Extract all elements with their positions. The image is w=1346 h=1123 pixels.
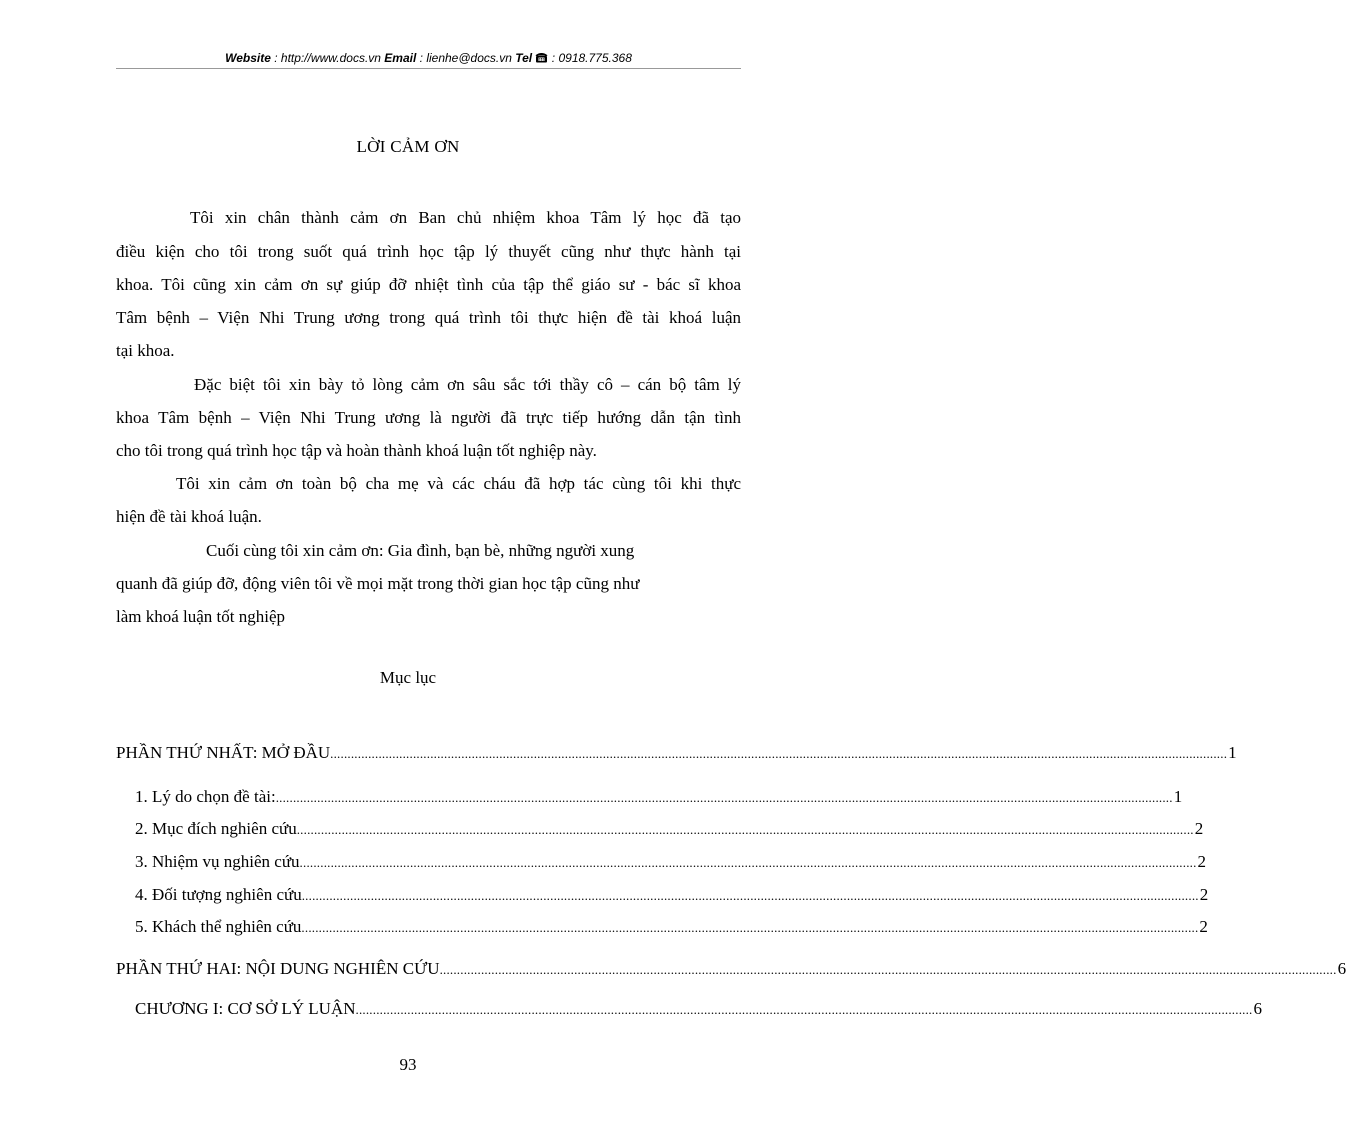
toc-entry-page: 1: [1228, 743, 1237, 762]
toc-entry-label: 4. Đối tượng nghiên cứu: [135, 885, 302, 904]
toc-leader-dots: ....................................................................................................................................................................................................................................................................: [355, 1002, 1253, 1017]
toc-leader-dots: ....................................................................................................................................................................................................................................................................: [330, 746, 1228, 761]
website-label: Website: [225, 51, 271, 65]
toc-entry[interactable]: [135, 883, 1209, 908]
ack-p3-line-2: hiện đề tài khoá luận.: [116, 507, 262, 526]
toc-leader-dots: ....................................................................................................................................................................................................................................................................: [301, 920, 1199, 935]
toc-leader-dots: ....................................................................................................................................................................................................................................................................: [296, 822, 1194, 837]
toc-entry[interactable]: [135, 850, 1207, 875]
toc-entry-label: 3. Nhiệm vụ nghiên cứu: [135, 852, 300, 871]
toc-entry[interactable]: [135, 915, 1208, 940]
header-divider: [116, 68, 741, 69]
tel-label: Tel: [515, 51, 533, 65]
email-label: Email: [384, 51, 417, 65]
toc-entry-page: 6: [1337, 959, 1346, 978]
toc-entry[interactable]: [116, 741, 1237, 766]
toc-entry-page: 2: [1199, 885, 1209, 904]
website-value: : http://www.docs.vn: [270, 51, 385, 65]
toc-leader-dots: ....................................................................................................................................................................................................................................................................: [275, 790, 1173, 805]
toc-entry-page: 2: [1197, 852, 1207, 871]
toc-leader-dots: ....................................................................................................................................................................................................................................................................: [439, 962, 1337, 977]
toc-leader-dots: ....................................................................................................................................................................................................................................................................: [299, 855, 1197, 870]
ack-p1-line-4: Tâm bệnh – Viện Nhi Trung ương trong quá trình tôi thực hiện đề tài khoá luận: [116, 308, 741, 327]
toc-entry-page: 2: [1194, 819, 1204, 838]
acknowledgement-title: LỜI CẢM ƠN: [356, 137, 460, 156]
toc-entry[interactable]: [135, 997, 1262, 1022]
phone-icon: [535, 49, 548, 69]
ack-p2-line-2: khoa Tâm bệnh – Viện Nhi Trung ương là người đã trực tiếp hướng dẫn tận tình: [116, 408, 741, 427]
ack-p2-line-3: cho tôi trong quá trình học tập và hoàn thành khoá luận tốt nghiệp này.: [116, 441, 597, 460]
ack-p4-line-3: làm khoá luận tốt nghiệp: [116, 607, 286, 626]
toc-entry-label: PHẦN THỨ NHẤT: MỞ ĐẦU: [116, 743, 331, 762]
toc-entry-label: 2. Mục đích nghiên cứu: [135, 819, 297, 838]
ack-p1-line-2: điều kiện cho tôi trong suốt quá trình học tập lý thuyết cũng như thực hành tại: [116, 242, 741, 261]
phone-icon-svg: [535, 52, 548, 63]
toc-entry-label: PHẦN THỨ HAI: NỘI DUNG NGHIÊN CỨU: [116, 959, 440, 978]
toc-entry-page: 2: [1199, 917, 1208, 936]
toc-entry-label: 1. Lý do chọn đề tài:: [135, 787, 276, 806]
toc-entry[interactable]: [135, 785, 1183, 810]
ack-p4-line-1: Cuối cùng tôi xin cảm ơn: Gia đình, bạn bè, những người xung: [206, 541, 635, 560]
toc-entry-page: 1: [1173, 787, 1183, 806]
toc-leader-dots: ....................................................................................................................................................................................................................................................................: [301, 888, 1199, 903]
toc-entry-label: 5. Khách thể nghiên cứu: [135, 917, 302, 936]
toc-entry[interactable]: [135, 817, 1204, 842]
ack-p2-line-1: Đặc biệt tôi xin bày tỏ lòng cảm ơn sâu sắc tới thầy cô – cán bộ tâm lý: [194, 375, 741, 394]
ack-p4-line-2: quanh đã giúp đỡ, động viên tôi về mọi mặt trong thời gian học tập cũng như: [116, 574, 640, 593]
ack-p1-line-3: khoa. Tôi cũng xin cảm ơn sự giúp đỡ nhiệt tình của tập thể giáo sư - bác sĩ khoa: [116, 275, 741, 294]
toc-entry-page: 6: [1253, 999, 1262, 1018]
page-number: 93: [399, 1055, 417, 1074]
ack-p1-line-1: Tôi xin chân thành cảm ơn Ban chủ nhiệm khoa Tâm lý học đã tạo: [190, 208, 741, 227]
toc-entry-label: CHƯƠNG I: CƠ SỞ LÝ LUẬN: [135, 999, 356, 1018]
email-value: : lienhe@docs.vn: [416, 51, 516, 65]
ack-p3-line-1: Tôi xin cảm ơn toàn bộ cha mẹ và các cháu đã hợp tác cùng tôi khi thực: [176, 474, 741, 493]
toc-entry[interactable]: [116, 957, 1346, 982]
tel-value: : 0918.775.368: [548, 51, 632, 65]
ack-p1-line-5: tại khoa.: [116, 341, 175, 360]
page-header: [116, 48, 741, 68]
toc-title: Mục lục: [379, 668, 437, 687]
